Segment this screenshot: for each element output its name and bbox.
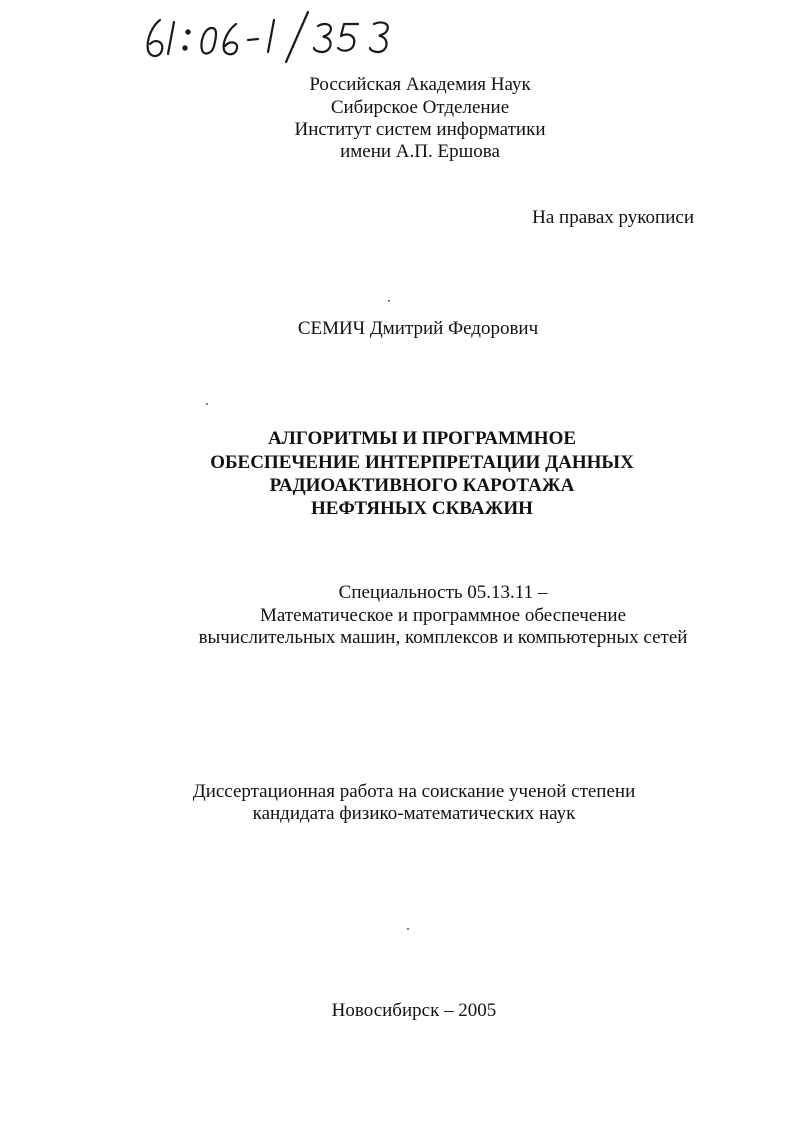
place-and-year: Новосибирск – 2005	[331, 1000, 497, 1021]
manuscript-rights-note: На правах рукописи	[532, 207, 694, 228]
dissertation-title-line: ОБЕСПЕЧЕНИЕ ИНТЕРПРЕТАЦИИ ДАННЫХ	[210, 452, 634, 473]
degree-line: кандидата физико-математических наук	[252, 803, 576, 824]
specialty-line: вычислительных машин, комплексов и компьютерных сетей	[198, 627, 688, 648]
scan-speck	[206, 403, 208, 405]
dissertation-title-line: АЛГОРИТМЫ И ПРОГРАММНОЕ	[267, 428, 577, 449]
dissertation-title-line: РАДИОАКТИВНОГО КАРОТАЖА	[269, 475, 575, 496]
degree-line: Диссертационная работа на соискание ученой степени	[192, 781, 636, 802]
institution-line: Институт систем информатики	[294, 119, 546, 140]
dissertation-title-line: НЕФТЯНЫХ СКВАЖИН	[311, 498, 533, 519]
institution-line: Российская Академия Наук	[309, 74, 531, 95]
institution-line: имени А.П. Ершова	[340, 141, 500, 162]
scan-speck	[407, 928, 409, 930]
specialty-line: Специальность 05.13.11 –	[338, 582, 548, 603]
handwritten-archive-number	[138, 6, 428, 66]
author-name: СЕМИЧ Дмитрий Федорович	[297, 318, 539, 339]
institution-line: Сибирское Отделение	[330, 97, 510, 118]
scan-speck	[388, 300, 390, 302]
specialty-line: Математическое и программное обеспечение	[259, 605, 627, 626]
